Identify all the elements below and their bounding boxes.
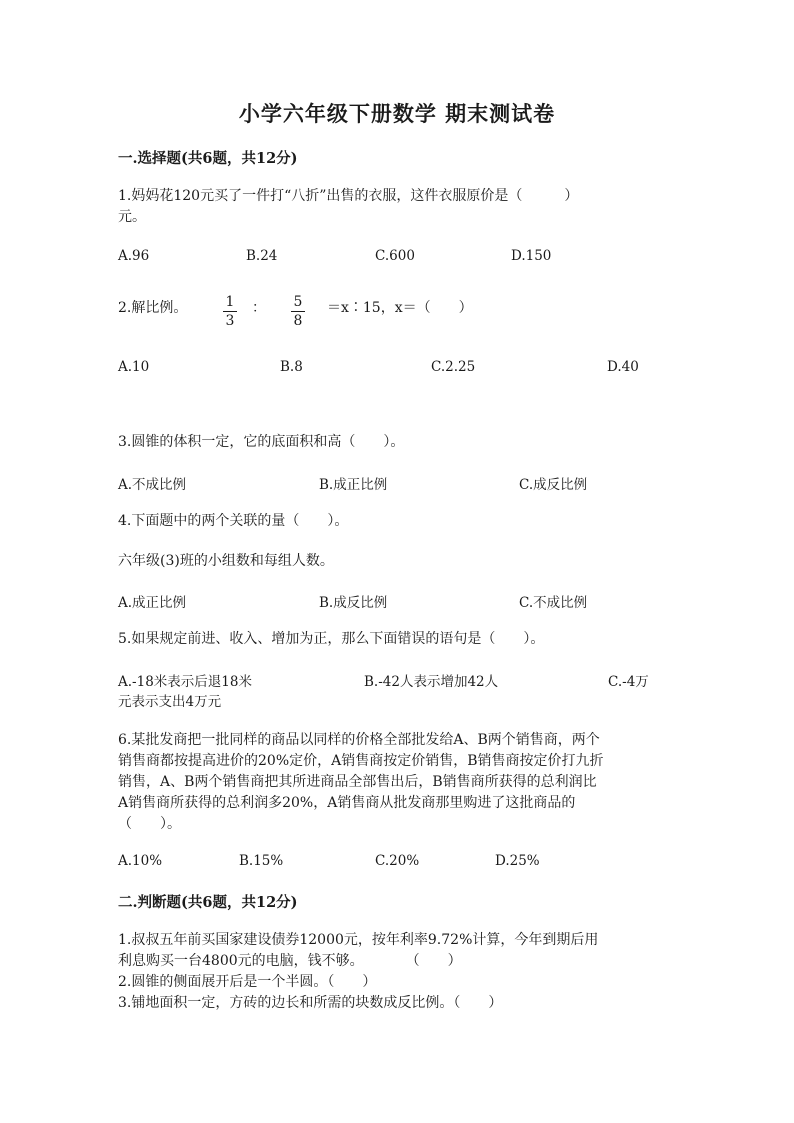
section-heading-choice: 一.选择题(共6题，共12分) (118, 150, 298, 167)
page-title: 小学六年级下册数学 期末测试卷 (238, 101, 556, 126)
question-1-text-cont: 元。 (118, 209, 146, 225)
q4-option-b[interactable]: B.成反比例 (319, 595, 388, 611)
question-3-text: 3.圆锥的体积一定，它的底面积和高（ ）。 (118, 434, 405, 450)
question-6-line-2: 销售商都按提高进价的20%定价，A销售商按定价销售，B销售商按定价打九折 (118, 753, 604, 769)
judgement-2: 2.圆锥的侧面展开后是一个半圆。（ ） (118, 974, 377, 990)
question-6-line-5: （ ）。 (118, 816, 181, 832)
q1-option-c[interactable]: C.600 (375, 248, 415, 264)
q1-option-a[interactable]: A.96 (118, 248, 150, 264)
q3-option-c[interactable]: C.成反比例 (519, 477, 588, 493)
q4-option-c[interactable]: C.不成比例 (519, 595, 588, 611)
fraction-denominator: 3 (225, 313, 235, 329)
question-6-line-3: 销售，A、B两个销售商把其所进商品全部售出后，B销售商所获得的总利润比 (118, 774, 597, 790)
fraction-numerator: 5 (293, 294, 303, 310)
question-1-text: 1.妈妈花120元买了一件打“八折”出售的衣服，这件衣服原价是（ ） (118, 188, 579, 204)
q3-option-a[interactable]: A.不成比例 (118, 477, 187, 493)
judgement-3: 3.铺地面积一定，方砖的边长和所需的块数成反比例。（ ） (118, 995, 503, 1011)
q1-option-b[interactable]: B.24 (246, 248, 278, 264)
fraction-bar (291, 311, 305, 312)
q2-option-c[interactable]: C.2.25 (431, 359, 476, 375)
q1-option-d[interactable]: D.150 (511, 248, 552, 264)
fraction-numerator: 1 (225, 294, 235, 310)
question-5-text: 5.如果规定前进、收入、增加为正，那么下面错误的语句是（ ）。 (118, 631, 545, 647)
q5-option-b[interactable]: B.-42人表示增加42人 (364, 674, 499, 690)
q5-option-c[interactable]: C.-4万 (608, 674, 649, 690)
q6-option-d[interactable]: D.25% (495, 853, 540, 869)
question-6-line-4: A销售商所获得的总利润多20%，A销售商从批发商那里购进了这批商品的 (118, 795, 576, 811)
fraction-five-eighths (291, 294, 305, 329)
q5-option-c-cont: 元表示支出4万元 (118, 694, 222, 710)
q6-option-a[interactable]: A.10% (118, 853, 163, 869)
fraction-one-third (223, 294, 237, 329)
judgement-1-line-1: 1.叔叔五年前买国家建设债券12000元，按年利率9.72%计算，今年到期后用 (118, 932, 599, 948)
judgement-1-line-2: 利息购买一台4800元的电脑，钱不够。 （ ） (118, 953, 462, 969)
q2-option-a[interactable]: A.10 (118, 359, 150, 375)
question-4-text: 4.下面题中的两个关联的量（ ）。 (118, 513, 349, 529)
q6-option-c[interactable]: C.20% (375, 853, 420, 869)
fraction-bar (223, 311, 237, 312)
question-2-prefix: 2.解比例。 (118, 300, 188, 316)
q6-option-b[interactable]: B.15% (239, 853, 284, 869)
question-6-line-1: 6.某批发商把一批同样的商品以同样的价格全部批发给A、B两个销售商，两个 (118, 732, 600, 748)
q5-option-a[interactable]: A.-18米表示后退18米 (118, 674, 252, 690)
question-2-suffix: ＝x∶15，x＝（ ） (327, 300, 473, 316)
section-heading-judgement: 二.判断题(共6题，共12分) (118, 894, 298, 911)
q2-option-b[interactable]: B.8 (280, 359, 303, 375)
q3-option-b[interactable]: B.成正比例 (319, 477, 388, 493)
question-4-context: 六年级(3)班的小组数和每组人数。 (118, 553, 334, 569)
q4-option-a[interactable]: A.成正比例 (118, 595, 187, 611)
q2-option-d[interactable]: D.40 (607, 359, 639, 375)
ratio-colon: ： (252, 300, 266, 316)
fraction-denominator: 8 (293, 313, 303, 329)
